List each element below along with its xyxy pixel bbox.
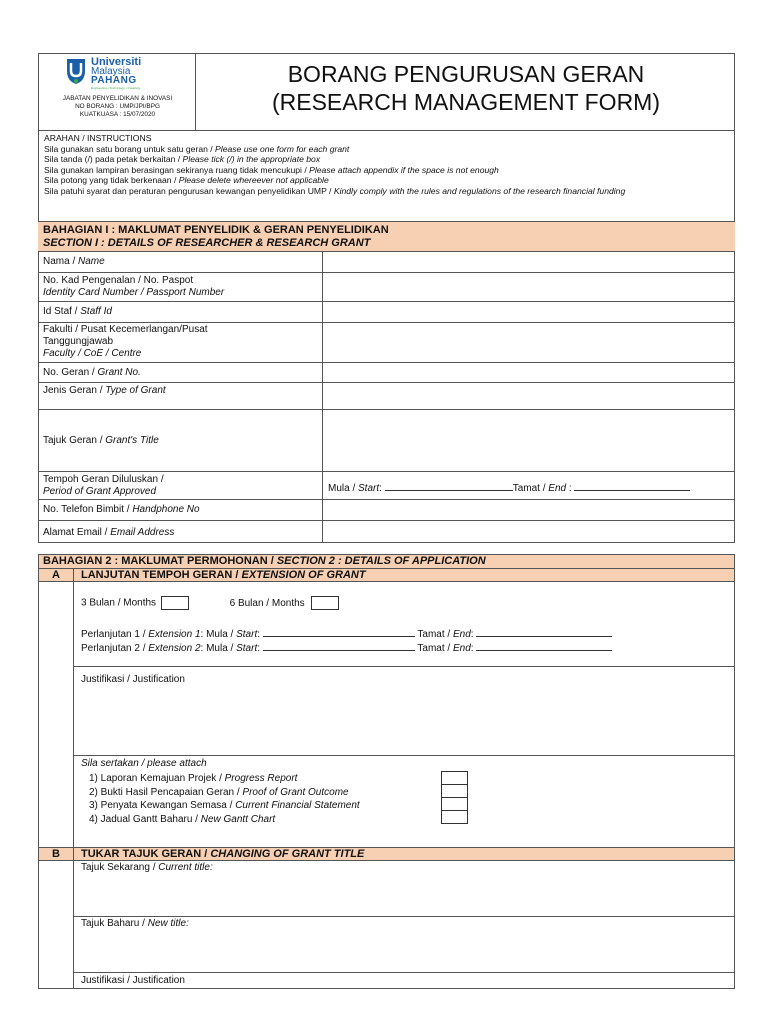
attach-checkbox-2[interactable]	[441, 784, 468, 798]
field-row-email	[38, 520, 735, 543]
subsection-b-title: TUKAR TAJUK GERAN / CHANGING OF GRANT TITLE	[81, 848, 365, 860]
attach-item: 1) Laporan Kemajuan Projek / Progress Report	[89, 773, 298, 784]
logo-text-state: PAHANG	[91, 75, 137, 86]
form-title-line1: BORANG PENGURUSAN GERAN	[287, 61, 645, 87]
staff-id-input[interactable]	[323, 302, 735, 322]
subsection-b-letter: B	[52, 848, 60, 860]
name-input[interactable]	[323, 252, 735, 272]
field-label-grantno: No. Geran / Grant No.	[43, 367, 141, 378]
extension-options	[81, 596, 339, 610]
attach-checkbox-1[interactable]	[441, 771, 468, 785]
instruction-item	[44, 165, 732, 176]
field-label-type: Jenis Geran / Type of Grant	[43, 385, 166, 396]
effective-date: KUATKUASA : 15/07/2020	[79, 111, 156, 118]
attach-item: 3) Penyata Kewangan Semasa / Current Financial Statement	[89, 800, 360, 811]
instruction-text-en: Please tick (/) in the appropriate box	[182, 154, 321, 164]
field-label-name: Nama / Name	[43, 256, 105, 267]
instruction-text: Sila potong yang tidak berkenaan /	[44, 175, 179, 185]
option-6-months-checkbox[interactable]	[311, 596, 339, 610]
field-row-staff	[38, 301, 735, 322]
instruction-text: Sila gunakan lampiran berasingan sekiranya ruang tidak mencukupi /	[44, 164, 310, 175]
new-title-box[interactable]	[74, 917, 734, 973]
attach-checkbox-4[interactable]	[441, 810, 468, 824]
subsection-b-header	[39, 847, 734, 861]
field-row-grantno	[38, 362, 735, 382]
field-label-faculty: Fakulti / Pusat Kecemerlangan/Pusat Tanggungjawab Faculty / CoE / Centre	[43, 324, 208, 359]
current-title-label: Tajuk Sekarang / Current title:	[81, 862, 213, 873]
instruction-text-en: Please use one form for each grant	[215, 143, 350, 154]
subsection-a-header	[39, 568, 734, 582]
attach-label: Sila sertakan / please attach	[81, 758, 207, 769]
grant-title-input[interactable]	[323, 410, 735, 471]
justification-a-label: Justifikasi / Justification	[81, 674, 185, 685]
field-label-phone: No. Telefon Bimbit / Handphone No	[43, 504, 200, 515]
field-row-title	[38, 409, 735, 471]
field-label-staff: Id Staf / Staff Id	[43, 306, 112, 317]
form-number: NO BORANG : UMP/JPI/BPG	[75, 103, 160, 110]
instructions-block	[44, 133, 732, 196]
option-3-months-label: 3 Bulan / Months	[81, 597, 157, 609]
form-title-line2: (RESEARCH MANAGEMENT FORM)	[271, 89, 661, 115]
header-logo-cell	[39, 54, 196, 130]
instruction-item	[44, 144, 732, 155]
ic-input[interactable]	[323, 273, 735, 301]
new-title-label: Tajuk Baharu / New title:	[81, 918, 189, 929]
instruction-text: Sila gunakan satu borang untuk satu geran /	[44, 143, 216, 154]
grant-type-input[interactable]	[323, 383, 735, 409]
form-title	[197, 60, 735, 116]
instruction-item	[44, 186, 732, 197]
attach-checkbox-3[interactable]	[441, 797, 468, 811]
letter-col-divider-b	[73, 847, 74, 861]
logo-text-country: Malaysia	[91, 66, 131, 77]
field-label-email: Alamat Email / Email Address	[43, 527, 175, 538]
section1-title-en: SECTION I : DETAILS OF RESEARCHER & RESEARCH GRANT	[43, 237, 371, 249]
field-label-ic: No. Kad Pengenalan / No. Paspot Identity Card Number / Passport Number	[43, 275, 225, 298]
ump-logo	[65, 57, 175, 93]
logo-tagline: Engineering • Technology • Creativity	[91, 86, 141, 90]
field-row-faculty	[38, 322, 735, 362]
instruction-text-en: Please delete whereever not applicable	[178, 175, 329, 185]
section2-header	[39, 555, 734, 568]
field-row-ic	[38, 272, 735, 301]
option-6-months-label: 6 Bulan / Months	[229, 597, 305, 609]
attach-item: 4) Jadual Gantt Baharu / New Gantt Chart	[89, 813, 276, 825]
extension-1-row[interactable]: Perlanjutan 1 / Extension 1: Mula / Start: Tamat / End:	[81, 627, 612, 641]
instruction-text: Sila tanda (/) pada petak berkaitan /	[44, 154, 183, 164]
field-row-type	[38, 382, 735, 409]
form-header	[38, 53, 735, 131]
option-3-months-checkbox[interactable]	[161, 596, 189, 610]
letter-col-divider-a	[73, 568, 74, 582]
section1-title-ms: BAHAGIAN I : MAKLUMAT PENYELIDIK & GERAN PENYELIDIKAN	[43, 224, 389, 236]
logo-text-university: Universiti	[91, 56, 142, 68]
section1-header	[38, 221, 735, 251]
grant-no-input[interactable]	[323, 363, 735, 382]
column-divider	[322, 472, 323, 499]
instruction-text-en: Kindly comply with the rules and regulations of the research financial funding	[333, 185, 626, 196]
field-row-name	[38, 251, 735, 272]
field-label-title: Tajuk Geran / Grant's Title	[43, 435, 159, 446]
faculty-input[interactable]	[323, 323, 735, 362]
justification-b-label: Justifikasi / Justification	[81, 975, 185, 986]
attach-list	[89, 772, 360, 826]
current-title-box[interactable]	[74, 861, 734, 917]
section2-title: BAHAGIAN 2 : MAKLUMAT PERMOHONAN / SECTION 2 : DETAILS OF APPLICATION	[43, 555, 486, 567]
email-input[interactable]	[323, 521, 735, 543]
subsection-a-letter: A	[52, 569, 60, 581]
period-input[interactable]: Mula / Start: Tamat / End :	[328, 481, 690, 495]
ump-shield-icon	[65, 57, 87, 85]
instruction-item	[44, 154, 732, 165]
dept-name: JABATAN PENYELIDIKAN & INOVASI	[62, 95, 173, 102]
instructions-heading: ARAHAN / INSTRUCTIONS	[44, 133, 152, 143]
instruction-item	[44, 175, 732, 186]
justification-b-box[interactable]	[74, 973, 734, 989]
instruction-text-en: Please attach appendix if the space is not enough	[309, 164, 499, 175]
subsection-a-title: LANJUTAN TEMPOH GERAN / EXTENSION OF GRANT	[81, 569, 366, 581]
phone-input[interactable]	[323, 500, 735, 520]
instruction-text: Sila patuhi syarat dan peraturan pengurusan kewangan penyelidikan UMP /	[44, 185, 334, 196]
field-row-period	[38, 471, 735, 499]
justification-a-box[interactable]	[74, 666, 734, 756]
attach-item: 2) Bukti Hasil Pencapaian Geran / Proof of Grant Outcome	[89, 786, 349, 798]
field-label-period: Tempoh Geran Diluluskan / Period of Grant Approved	[43, 474, 164, 497]
field-row-phone	[38, 499, 735, 520]
extension-2-row[interactable]: Perlanjutan 2 / Extension 2: Mula / Start: Tamat / End:	[81, 641, 612, 655]
